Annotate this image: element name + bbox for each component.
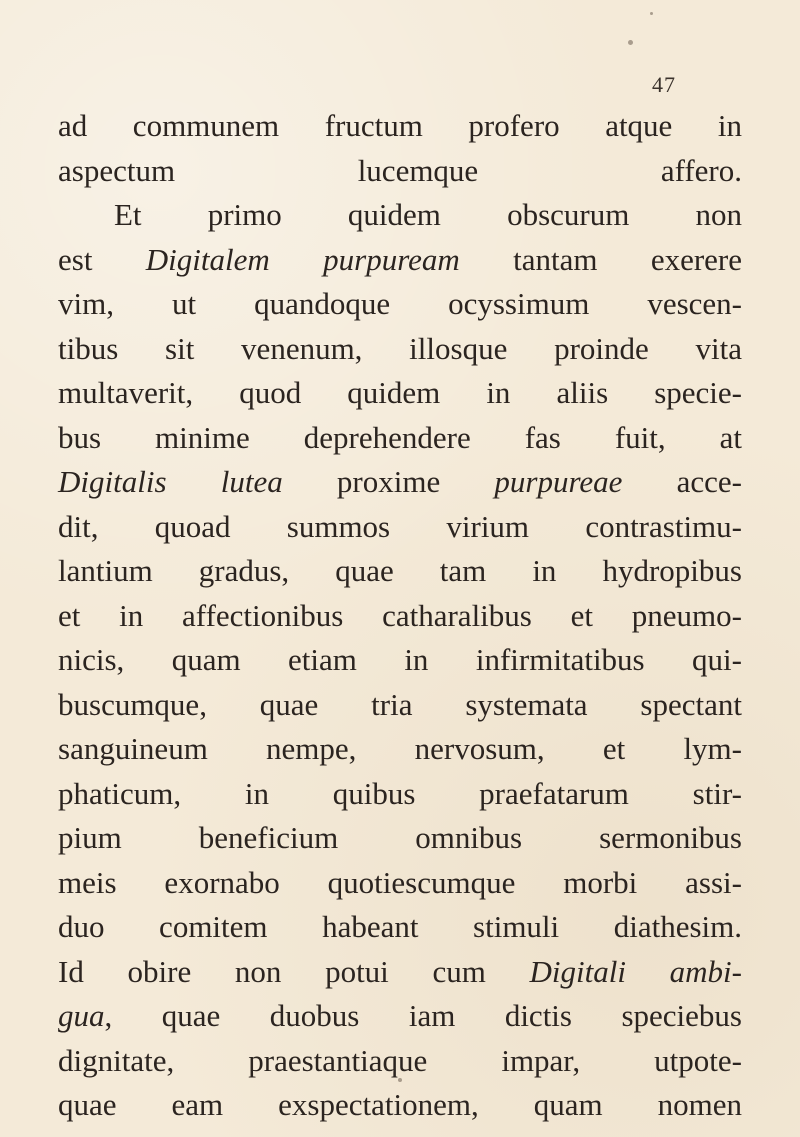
text-line [58, 416, 742, 461]
text-line [58, 950, 742, 995]
text-line [58, 371, 742, 416]
text-line [58, 282, 742, 327]
text-line [58, 238, 742, 283]
text-segment: Et primo quidem obscurum non [114, 197, 742, 232]
italic-text-segment: purpureae [494, 464, 623, 499]
text-segment: dit, quoad summos virium contrastimu- [58, 508, 742, 544]
text-line [58, 994, 742, 1039]
italic-text-segment: Digitalis lutea [58, 464, 283, 499]
text-segment: ad communem fructum profero atque in [58, 108, 742, 143]
text-line [58, 727, 742, 772]
text-line [58, 327, 742, 372]
italic-text-segment: gua [58, 998, 105, 1033]
text-line [58, 104, 742, 149]
text-line [58, 460, 742, 505]
paper-speck [628, 40, 633, 45]
text-line [58, 816, 742, 861]
text-segment: meis exornabo quotiescumque morbi assi- [58, 864, 742, 900]
text-segment: acce- [622, 464, 742, 499]
text-segment: multaverit, quod quidem in aliis specie- [58, 375, 742, 410]
text-line [58, 1039, 742, 1084]
text-segment: tantam exerere [459, 241, 743, 277]
text-segment: proxime [282, 464, 495, 499]
text-segment: aspectum lucemque affero. [58, 152, 742, 188]
text-segment: bus minime deprehendere fas fuit, at [58, 419, 742, 455]
page-number: 47 [652, 72, 676, 97]
text-segment: dignitate, praestantiaque impar, utpote- [58, 1042, 742, 1078]
text-segment: vim, ut quandoque ocyssimum vescen- [58, 286, 742, 321]
text-segment: et in affectionibus catharalibus et pneumo- [58, 597, 742, 633]
italic-text-segment: Digitali ambi- [529, 953, 742, 989]
text-line [58, 638, 742, 683]
text-segment: pium beneficium omnibus sermonibus [58, 820, 742, 855]
text-line [58, 905, 742, 950]
text-segment: nicis, quam etiam in infirmitatibus qui- [58, 642, 742, 677]
text-line [58, 193, 742, 238]
paper-speck [398, 1078, 402, 1082]
text-line [58, 149, 742, 194]
text-line [58, 549, 742, 594]
text-segment: duo comitem habeant stimuli diathesim. [58, 909, 742, 944]
text-line [58, 594, 742, 639]
text-line [58, 505, 742, 550]
text-segment: lantium gradus, quae tam in hydropibus [58, 553, 742, 588]
latin-text-body [58, 104, 742, 1128]
text-line [58, 1083, 742, 1128]
italic-text-segment: Digitalem purpuream [145, 241, 460, 277]
text-segment: sanguineum nempe, nervosum, et lym- [58, 731, 742, 766]
text-segment: tibus sit venenum, illosque proinde vita [58, 330, 742, 366]
text-line [58, 683, 742, 728]
text-line [58, 772, 742, 817]
text-segment: Id obire non potui cum [58, 953, 530, 989]
text-segment: , quae duobus iam dictis speciebus [104, 998, 742, 1033]
text-line [58, 861, 742, 906]
text-segment: quae eam exspectationem, quam nomen [58, 1087, 742, 1122]
text-segment: phaticum, in quibus praefatarum stir- [58, 775, 742, 811]
paper-speck [650, 12, 653, 15]
text-segment: buscumque, quae tria systemata spectant [58, 686, 742, 722]
text-segment: est [58, 241, 146, 277]
